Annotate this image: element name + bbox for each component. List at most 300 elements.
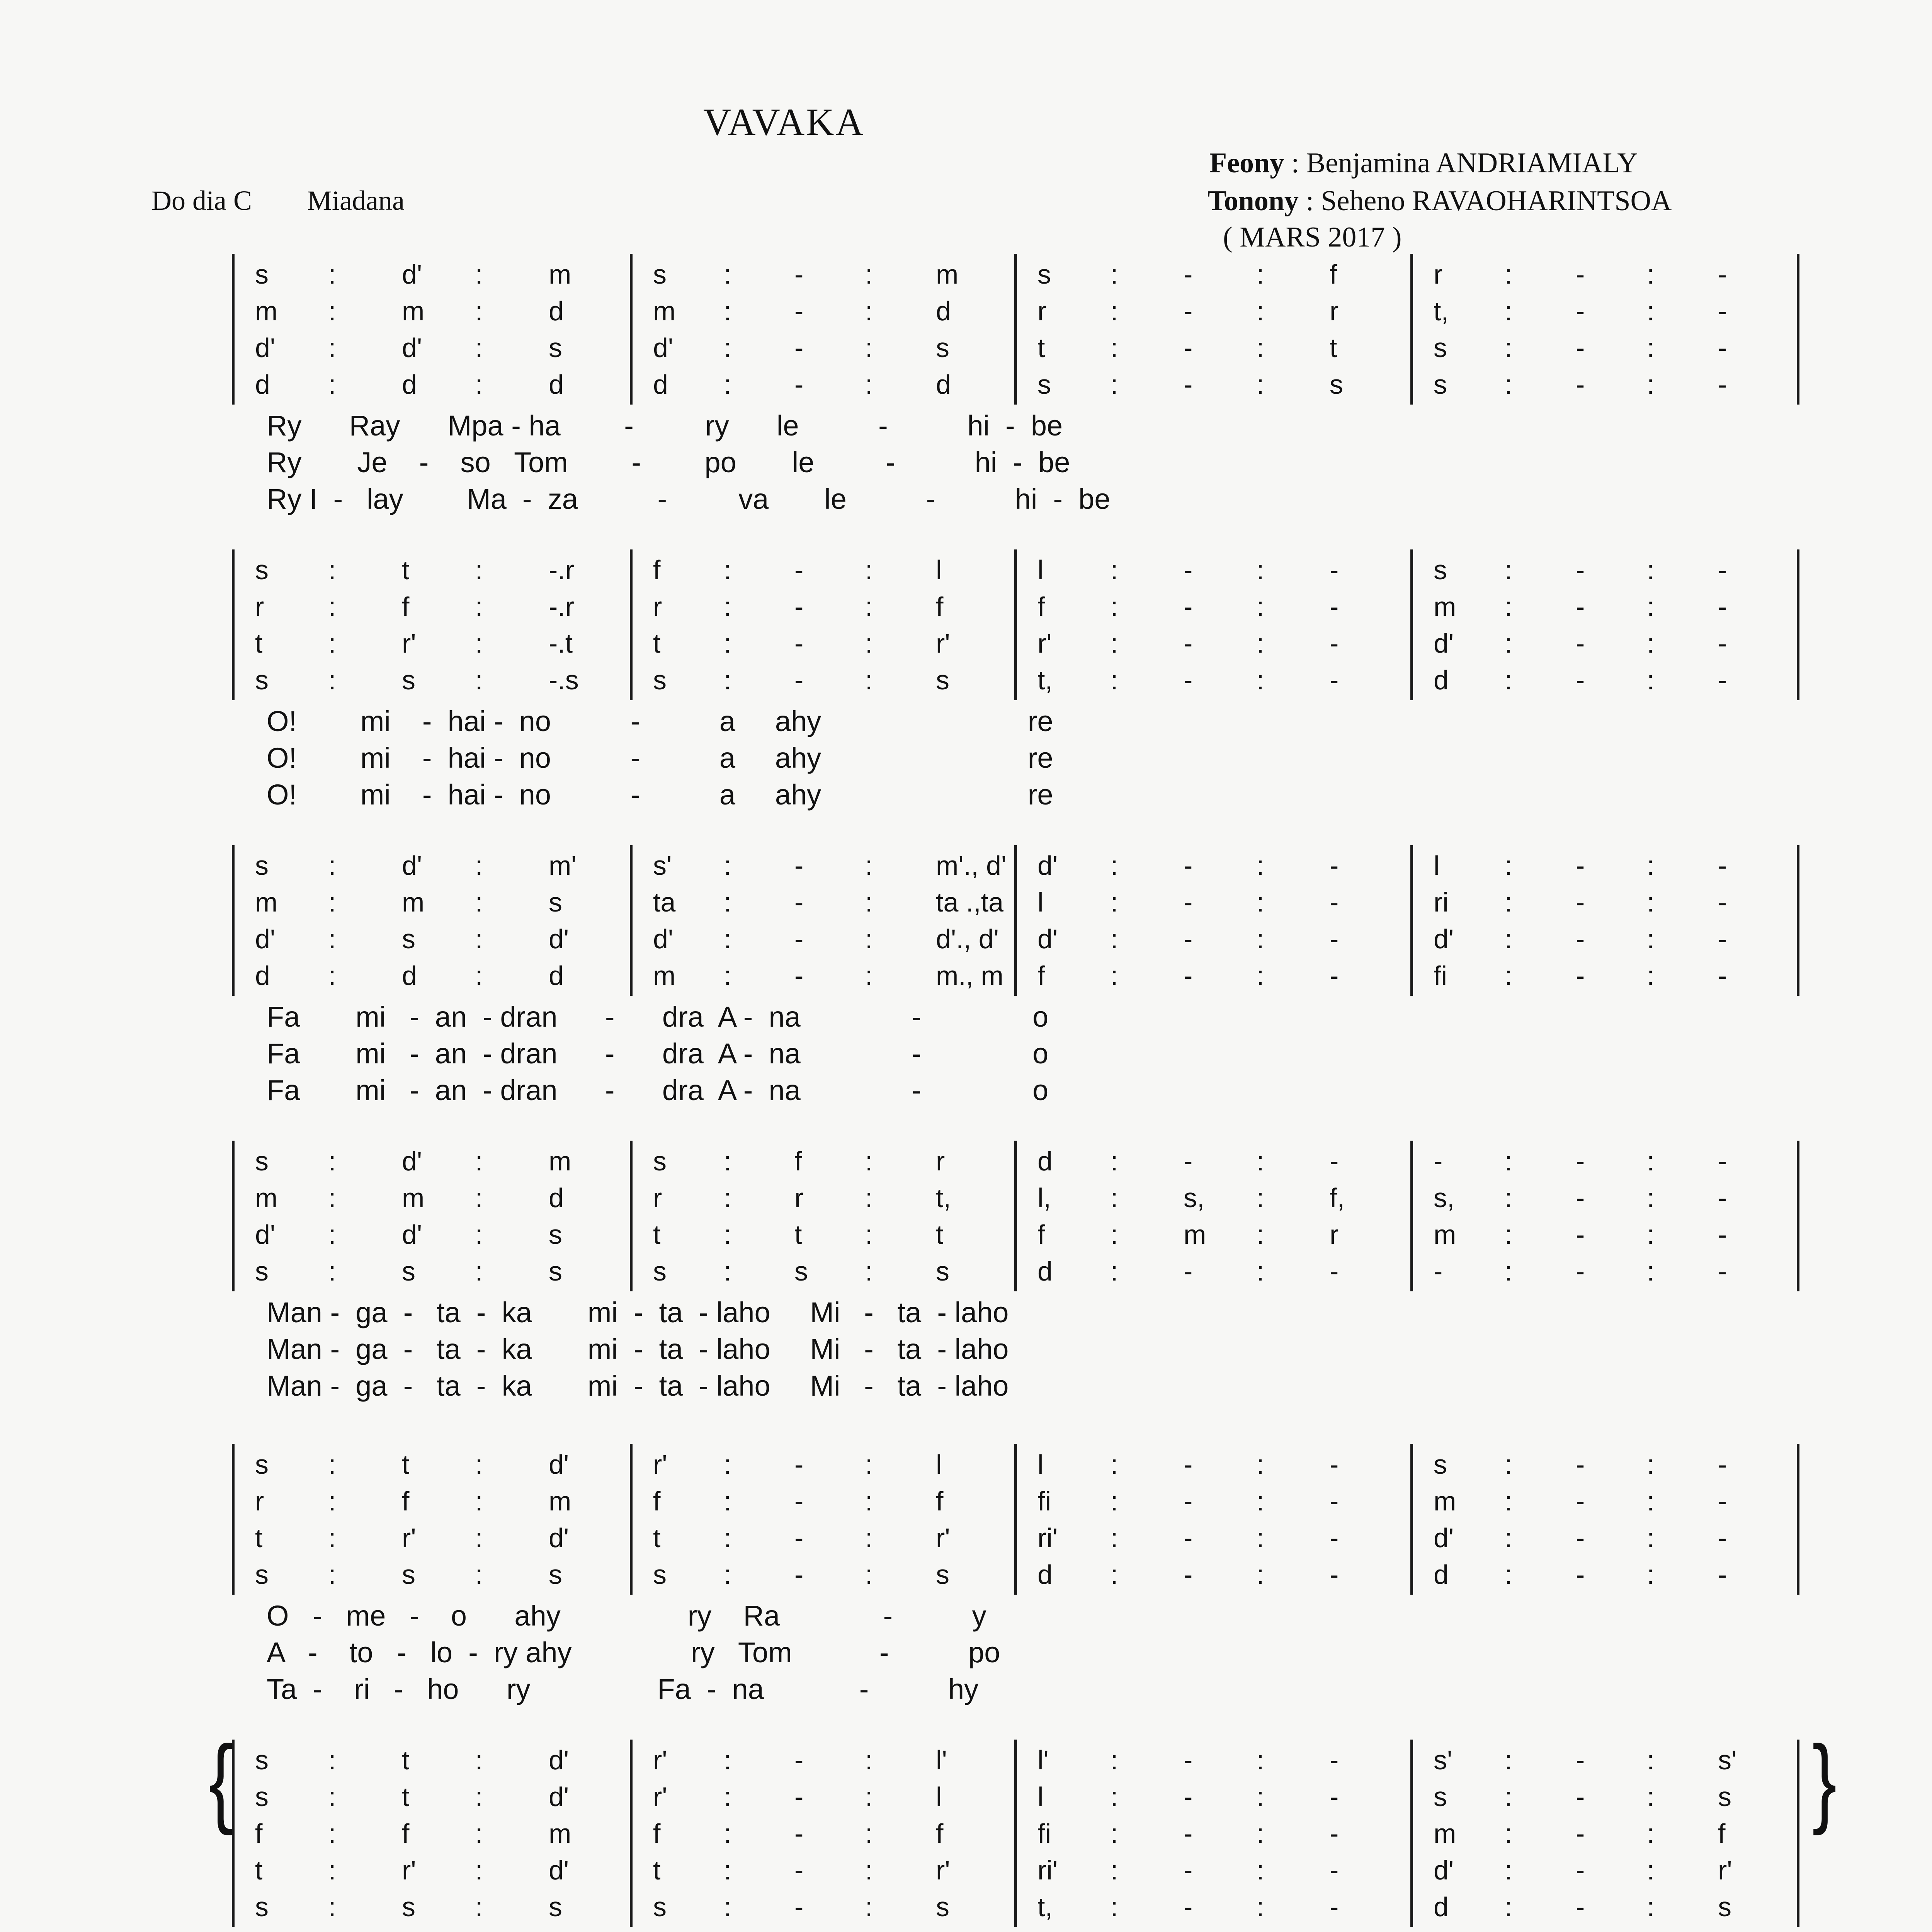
- lyric-line: Ta - ri - ho ry Fa - na - hy: [267, 1673, 979, 1705]
- arranger-credit: Tonony : Seheno RAVAOHARINTSOA: [1208, 185, 1672, 217]
- solfa-note: :: [724, 369, 731, 400]
- solfa-note: -: [1184, 1892, 1193, 1922]
- solfa-note: :: [1257, 1449, 1264, 1480]
- solfa-note: :: [328, 1745, 336, 1775]
- solfa-note: ri': [1037, 1523, 1058, 1553]
- solfa-note: d: [549, 961, 564, 991]
- solfa-note: -: [1330, 628, 1339, 658]
- solfa-note: -: [1576, 850, 1585, 881]
- solfa-note: :: [475, 1560, 483, 1590]
- solfa-note: -: [1718, 665, 1727, 695]
- solfa-note: :: [1505, 1523, 1512, 1553]
- solfa-note: r: [653, 592, 662, 622]
- barline: [1410, 1444, 1413, 1595]
- solfa-note: t: [402, 1449, 410, 1480]
- solfa-note: :: [1647, 555, 1655, 585]
- solfa-note: :: [475, 628, 483, 658]
- solfa-note: -: [1330, 592, 1339, 622]
- solfa-note: -: [1184, 1256, 1193, 1286]
- solfa-note: r: [794, 1183, 804, 1213]
- solfa-note: :: [1257, 1745, 1264, 1775]
- solfa-note: f: [1037, 592, 1045, 622]
- solfa-note: :: [1111, 628, 1118, 658]
- solfa-note: d': [402, 850, 422, 881]
- solfa-note: -: [1184, 259, 1193, 289]
- solfa-note: s: [1434, 333, 1447, 363]
- solfa-note: :: [865, 369, 873, 400]
- solfa-note: -: [794, 369, 804, 400]
- solfa-note: d': [402, 1146, 422, 1176]
- solfa-note: :: [1647, 1560, 1655, 1590]
- solfa-note: s': [653, 850, 672, 881]
- solfa-note: m: [1434, 1486, 1456, 1516]
- barline: [1410, 254, 1413, 405]
- solfa-note: :: [1111, 259, 1118, 289]
- lyric-line: Fa mi - an - dran - dra A - na - o: [267, 1001, 1049, 1033]
- solfa-note: r: [255, 1486, 264, 1516]
- solfa-note: s: [936, 1560, 949, 1590]
- solfa-note: :: [865, 296, 873, 326]
- solfa-note: d': [653, 924, 673, 954]
- solfa-note: f: [794, 1146, 802, 1176]
- lyric-line: Ry Je - so Tom - po le - hi - be: [267, 446, 1070, 478]
- solfa-note: -: [1330, 1855, 1339, 1885]
- solfa-note: l: [1434, 850, 1440, 881]
- composition-date: ( MARS 2017 ): [1223, 221, 1402, 253]
- solfa-note: :: [724, 1892, 731, 1922]
- solfa-note: :: [1257, 628, 1264, 658]
- solfa-note: :: [1257, 1523, 1264, 1553]
- solfa-note: s: [1718, 1892, 1731, 1922]
- solfa-note: f: [653, 1818, 661, 1849]
- solfa-note: :: [724, 1855, 731, 1885]
- solfa-note: m: [1434, 1219, 1456, 1250]
- solfa-note: d: [402, 369, 417, 400]
- solfa-note: m: [255, 296, 278, 326]
- solfa-note: :: [1647, 1855, 1655, 1885]
- solfa-note: s: [402, 1256, 415, 1286]
- solfa-note: :: [475, 1256, 483, 1286]
- solfa-note: :: [865, 665, 873, 695]
- solfa-note: s: [794, 1256, 808, 1286]
- solfa-note: -: [794, 961, 804, 991]
- solfa-note: :: [1257, 924, 1264, 954]
- solfa-note: m: [402, 1183, 425, 1213]
- solfa-note: m: [402, 296, 425, 326]
- solfa-note: :: [865, 555, 873, 585]
- solfa-note: :: [1111, 1146, 1118, 1176]
- solfa-note: s,: [1184, 1183, 1205, 1213]
- solfa-note: s: [255, 259, 269, 289]
- solfa-note: -: [1576, 592, 1585, 622]
- solfa-note: s: [255, 555, 269, 585]
- lyric-line: Man - ga - ta - ka mi - ta - laho Mi - ta - laho: [267, 1370, 1009, 1402]
- solfa-note: t: [255, 1523, 263, 1553]
- solfa-note: -: [1434, 1256, 1443, 1286]
- solfa-note: f: [936, 592, 944, 622]
- solfa-note: d: [653, 369, 668, 400]
- solfa-note: -: [1576, 1892, 1585, 1922]
- solfa-note: :: [475, 1219, 483, 1250]
- solfa-note: :: [475, 1523, 483, 1553]
- solfa-note: d'., d': [936, 924, 999, 954]
- solfa-note: :: [1111, 555, 1118, 585]
- solfa-note: :: [1505, 1560, 1512, 1590]
- barline: [1014, 845, 1017, 996]
- solfa-note: ta .,ta: [936, 887, 1004, 917]
- solfa-note: -: [1330, 1523, 1339, 1553]
- solfa-note: t: [255, 1855, 263, 1885]
- solfa-note: -: [794, 333, 804, 363]
- solfa-note: :: [865, 1782, 873, 1812]
- solfa-note: -: [1718, 1486, 1727, 1516]
- solfa-note: -: [1184, 628, 1193, 658]
- solfa-note: -: [1576, 1449, 1585, 1480]
- solfa-note: t: [936, 1219, 944, 1250]
- solfa-note: :: [865, 1183, 873, 1213]
- solfa-note: :: [1505, 1486, 1512, 1516]
- solfa-note: -.r: [549, 555, 575, 585]
- barline: [1797, 1740, 1799, 1927]
- solfa-note: :: [1111, 1855, 1118, 1885]
- solfa-note: r': [1718, 1855, 1732, 1885]
- arranger-name: Seheno RAVAOHARINTSOA: [1321, 185, 1672, 217]
- solfa-note: :: [1111, 887, 1118, 917]
- solfa-note: :: [1505, 665, 1512, 695]
- solfa-note: s: [1037, 259, 1051, 289]
- solfa-note: s: [653, 665, 667, 695]
- solfa-note: t: [402, 1745, 410, 1775]
- barline: [1014, 254, 1017, 405]
- solfa-note: s: [936, 665, 949, 695]
- solfa-note: :: [1505, 1183, 1512, 1213]
- solfa-note: :: [1257, 1183, 1264, 1213]
- solfa-note: fi: [1037, 1818, 1051, 1849]
- solfa-note: -: [1718, 296, 1727, 326]
- solfa-note: -: [794, 1892, 804, 1922]
- solfa-note: -: [1184, 333, 1193, 363]
- solfa-note: -: [1576, 1523, 1585, 1553]
- solfa-note: :: [475, 1486, 483, 1516]
- solfa-note: m: [549, 1486, 571, 1516]
- solfa-note: r': [402, 1855, 416, 1885]
- solfa-note: :: [724, 1183, 731, 1213]
- solfa-note: s: [653, 1256, 667, 1286]
- barline: [1014, 1740, 1017, 1927]
- solfa-note: :: [1257, 1782, 1264, 1812]
- barline: [1014, 549, 1017, 700]
- solfa-note: -: [794, 924, 804, 954]
- solfa-note: :: [1257, 1146, 1264, 1176]
- barline: [1014, 1141, 1017, 1291]
- solfa-note: :: [1257, 1486, 1264, 1516]
- solfa-note: -: [1718, 555, 1727, 585]
- solfa-note: :: [1647, 924, 1655, 954]
- solfa-note: t: [653, 1523, 661, 1553]
- solfa-note: :: [1111, 1782, 1118, 1812]
- barline: [232, 845, 235, 996]
- barline: [1797, 549, 1799, 700]
- solfa-note: :: [475, 1818, 483, 1849]
- solfa-note: -: [1330, 924, 1339, 954]
- solfa-note: d': [549, 1523, 569, 1553]
- solfa-note: -: [1718, 369, 1727, 400]
- solfa-note: s: [549, 1219, 562, 1250]
- solfa-note: :: [1257, 961, 1264, 991]
- solfa-note: :: [475, 961, 483, 991]
- solfa-note: :: [1647, 1892, 1655, 1922]
- barline: [1797, 1444, 1799, 1595]
- solfa-note: s: [549, 333, 562, 363]
- solfa-note: -: [794, 887, 804, 917]
- solfa-note: -: [1330, 1560, 1339, 1590]
- solfa-note: -: [1184, 369, 1193, 400]
- solfa-note: :: [328, 592, 336, 622]
- solfa-note: m: [402, 887, 425, 917]
- solfa-note: :: [328, 296, 336, 326]
- solfa-note: :: [328, 1146, 336, 1176]
- solfa-note: m: [936, 259, 959, 289]
- solfa-note: s: [1037, 369, 1051, 400]
- solfa-note: f: [402, 592, 410, 622]
- solfa-note: :: [865, 592, 873, 622]
- solfa-note: :: [724, 628, 731, 658]
- solfa-note: :: [475, 1449, 483, 1480]
- solfa-note: ta: [653, 887, 676, 917]
- solfa-note: :: [865, 924, 873, 954]
- barline: [1014, 1444, 1017, 1595]
- solfa-note: f: [402, 1818, 410, 1849]
- solfa-note: :: [724, 1146, 731, 1176]
- solfa-note: :: [475, 850, 483, 881]
- solfa-note: :: [328, 924, 336, 954]
- solfa-note: m: [653, 296, 676, 326]
- solfa-note: :: [1647, 1745, 1655, 1775]
- solfa-note: t: [1037, 333, 1045, 363]
- solfa-note: -: [794, 259, 804, 289]
- solfa-note: :: [1505, 1219, 1512, 1250]
- solfa-note: d': [255, 1219, 276, 1250]
- solfa-note: s: [653, 1892, 667, 1922]
- solfa-note: s: [1330, 369, 1343, 400]
- solfa-note: :: [328, 1256, 336, 1286]
- solfa-note: d: [936, 296, 951, 326]
- solfa-note: :: [724, 1818, 731, 1849]
- solfa-note: -: [1184, 592, 1193, 622]
- barline: [232, 1141, 235, 1291]
- solfa-note: -: [1576, 1855, 1585, 1885]
- solfa-note: :: [1111, 1219, 1118, 1250]
- solfa-note: -: [1718, 887, 1727, 917]
- solfa-note: :: [1111, 1449, 1118, 1480]
- lyric-line: O! mi - hai - no - a ahy re: [267, 742, 1053, 774]
- solfa-note: :: [475, 1183, 483, 1213]
- solfa-note: r': [1037, 628, 1052, 658]
- solfa-note: -: [794, 1523, 804, 1553]
- solfa-note: :: [1505, 1892, 1512, 1922]
- solfa-note: :: [1257, 1892, 1264, 1922]
- barline: [232, 549, 235, 700]
- barline: [630, 549, 633, 700]
- solfa-note: d': [255, 924, 276, 954]
- solfa-note: :: [475, 333, 483, 363]
- solfa-note: -: [1718, 1449, 1727, 1480]
- solfa-note: :: [328, 555, 336, 585]
- solfa-note: -: [794, 296, 804, 326]
- solfa-note: :: [724, 1560, 731, 1590]
- solfa-note: t: [255, 628, 263, 658]
- solfa-note: s: [549, 1560, 562, 1590]
- barline: [630, 1444, 633, 1595]
- solfa-note: :: [1505, 1818, 1512, 1849]
- solfa-note: :: [1111, 1486, 1118, 1516]
- solfa-note: -: [794, 1855, 804, 1885]
- solfa-note: d': [1434, 924, 1454, 954]
- solfa-note: -: [794, 1560, 804, 1590]
- solfa-note: :: [1505, 1855, 1512, 1885]
- solfa-note: r': [653, 1782, 667, 1812]
- solfa-note: -: [1330, 1892, 1339, 1922]
- solfa-note: :: [1111, 592, 1118, 622]
- solfa-note: d': [402, 1219, 422, 1250]
- solfa-note: :: [865, 1449, 873, 1480]
- solfa-note: :: [475, 1892, 483, 1922]
- solfa-note: -: [794, 592, 804, 622]
- solfa-note: :: [328, 1892, 336, 1922]
- solfa-note: -: [794, 1818, 804, 1849]
- solfa-note: s: [549, 1256, 562, 1286]
- lyric-line: Man - ga - ta - ka mi - ta - laho Mi - ta - laho: [267, 1333, 1009, 1365]
- solfa-note: s: [936, 1892, 949, 1922]
- solfa-note: -: [1184, 665, 1193, 695]
- solfa-note: d: [1037, 1146, 1053, 1176]
- solfa-note: l: [1037, 1782, 1044, 1812]
- solfa-note: -: [1576, 961, 1585, 991]
- solfa-note: -: [1576, 1256, 1585, 1286]
- solfa-note: r': [936, 1523, 950, 1553]
- solfa-note: :: [865, 887, 873, 917]
- solfa-note: -: [1576, 924, 1585, 954]
- solfa-note: -: [1330, 1449, 1339, 1480]
- solfa-note: fi: [1434, 961, 1447, 991]
- solfa-note: :: [724, 1219, 731, 1250]
- lyric-line: O - me - o ahy ry Ra - y: [267, 1600, 986, 1632]
- solfa-note: -: [1576, 1486, 1585, 1516]
- solfa-note: -: [1576, 1219, 1585, 1250]
- solfa-note: :: [1505, 1146, 1512, 1176]
- lyric-line: Ry I - lay Ma - za - va le - hi - be: [267, 483, 1111, 515]
- solfa-note: ri: [1434, 887, 1449, 917]
- solfa-note: :: [1505, 333, 1512, 363]
- solfa-note: m., m: [936, 961, 1003, 991]
- solfa-note: s: [255, 1560, 269, 1590]
- solfa-note: -: [1184, 1560, 1193, 1590]
- barline: [630, 1740, 633, 1927]
- solfa-note: :: [328, 628, 336, 658]
- solfa-note: s: [1434, 369, 1447, 400]
- solfa-note: :: [1647, 1782, 1655, 1812]
- barline: [1797, 845, 1799, 996]
- solfa-note: s: [255, 1892, 269, 1922]
- solfa-note: :: [865, 1855, 873, 1885]
- composer-credit: Feony : Benjamina ANDRIAMIALY: [1209, 147, 1638, 179]
- solfa-note: l': [1037, 1745, 1049, 1775]
- solfa-note: s: [402, 924, 415, 954]
- solfa-note: t: [1330, 333, 1337, 363]
- solfa-note: -: [1184, 850, 1193, 881]
- solfa-note: :: [475, 924, 483, 954]
- solfa-note: :: [328, 1782, 336, 1812]
- solfa-note: s: [653, 1560, 667, 1590]
- solfa-note: l: [1037, 887, 1044, 917]
- solfa-note: d: [1434, 665, 1449, 695]
- solfa-note: -: [1718, 592, 1727, 622]
- solfa-note: :: [724, 924, 731, 954]
- solfa-note: :: [724, 1782, 731, 1812]
- solfa-note: d': [549, 1449, 569, 1480]
- solfa-note: -: [1330, 1146, 1339, 1176]
- solfa-note: m: [1434, 592, 1456, 622]
- solfa-note: :: [1505, 1256, 1512, 1286]
- solfa-note: -: [794, 1486, 804, 1516]
- lyric-line: A - to - lo - ry ahy ry Tom - po: [267, 1636, 1000, 1668]
- solfa-note: -: [794, 555, 804, 585]
- solfa-note: :: [1647, 850, 1655, 881]
- solfa-note: :: [724, 1256, 731, 1286]
- solfa-note: :: [1257, 1219, 1264, 1250]
- solfa-note: :: [724, 259, 731, 289]
- solfa-note: -: [794, 850, 804, 881]
- solfa-note: r: [1434, 259, 1443, 289]
- solfa-note: -: [1718, 1219, 1727, 1250]
- solfa-note: :: [1647, 259, 1655, 289]
- solfa-note: f: [1718, 1818, 1726, 1849]
- solfa-note: :: [724, 333, 731, 363]
- solfa-note: s: [936, 333, 949, 363]
- solfa-note: :: [1257, 1256, 1264, 1286]
- arranger-label: Tonony: [1208, 185, 1299, 217]
- solfa-note: t: [794, 1219, 802, 1250]
- solfa-note: -: [1330, 961, 1339, 991]
- solfa-note: s,: [1434, 1183, 1455, 1213]
- solfa-note: -: [1576, 555, 1585, 585]
- solfa-note: t,: [936, 1183, 951, 1213]
- solfa-note: :: [328, 333, 336, 363]
- solfa-note: d': [402, 333, 422, 363]
- solfa-note: s: [255, 1745, 269, 1775]
- solfa-note: -: [794, 665, 804, 695]
- solfa-note: :: [328, 665, 336, 695]
- solfa-note: :: [865, 1486, 873, 1516]
- solfa-note: t,: [1434, 296, 1449, 326]
- solfa-note: s': [1718, 1745, 1737, 1775]
- solfa-note: r': [936, 628, 950, 658]
- composer-label: Feony: [1209, 147, 1284, 179]
- solfa-note: d: [255, 369, 270, 400]
- solfa-note: l: [936, 555, 942, 585]
- solfa-note: -: [1330, 1745, 1339, 1775]
- solfa-note: s: [1718, 1782, 1731, 1812]
- solfa-note: -: [1184, 555, 1193, 585]
- solfa-note: :: [328, 850, 336, 881]
- solfa-note: -: [1184, 1855, 1193, 1885]
- solfa-note: :: [1647, 961, 1655, 991]
- solfa-note: l': [936, 1745, 947, 1775]
- solfa-note: :: [865, 961, 873, 991]
- solfa-note: :: [1111, 1183, 1118, 1213]
- solfa-note: -: [1184, 1745, 1193, 1775]
- solfa-note: f: [936, 1818, 944, 1849]
